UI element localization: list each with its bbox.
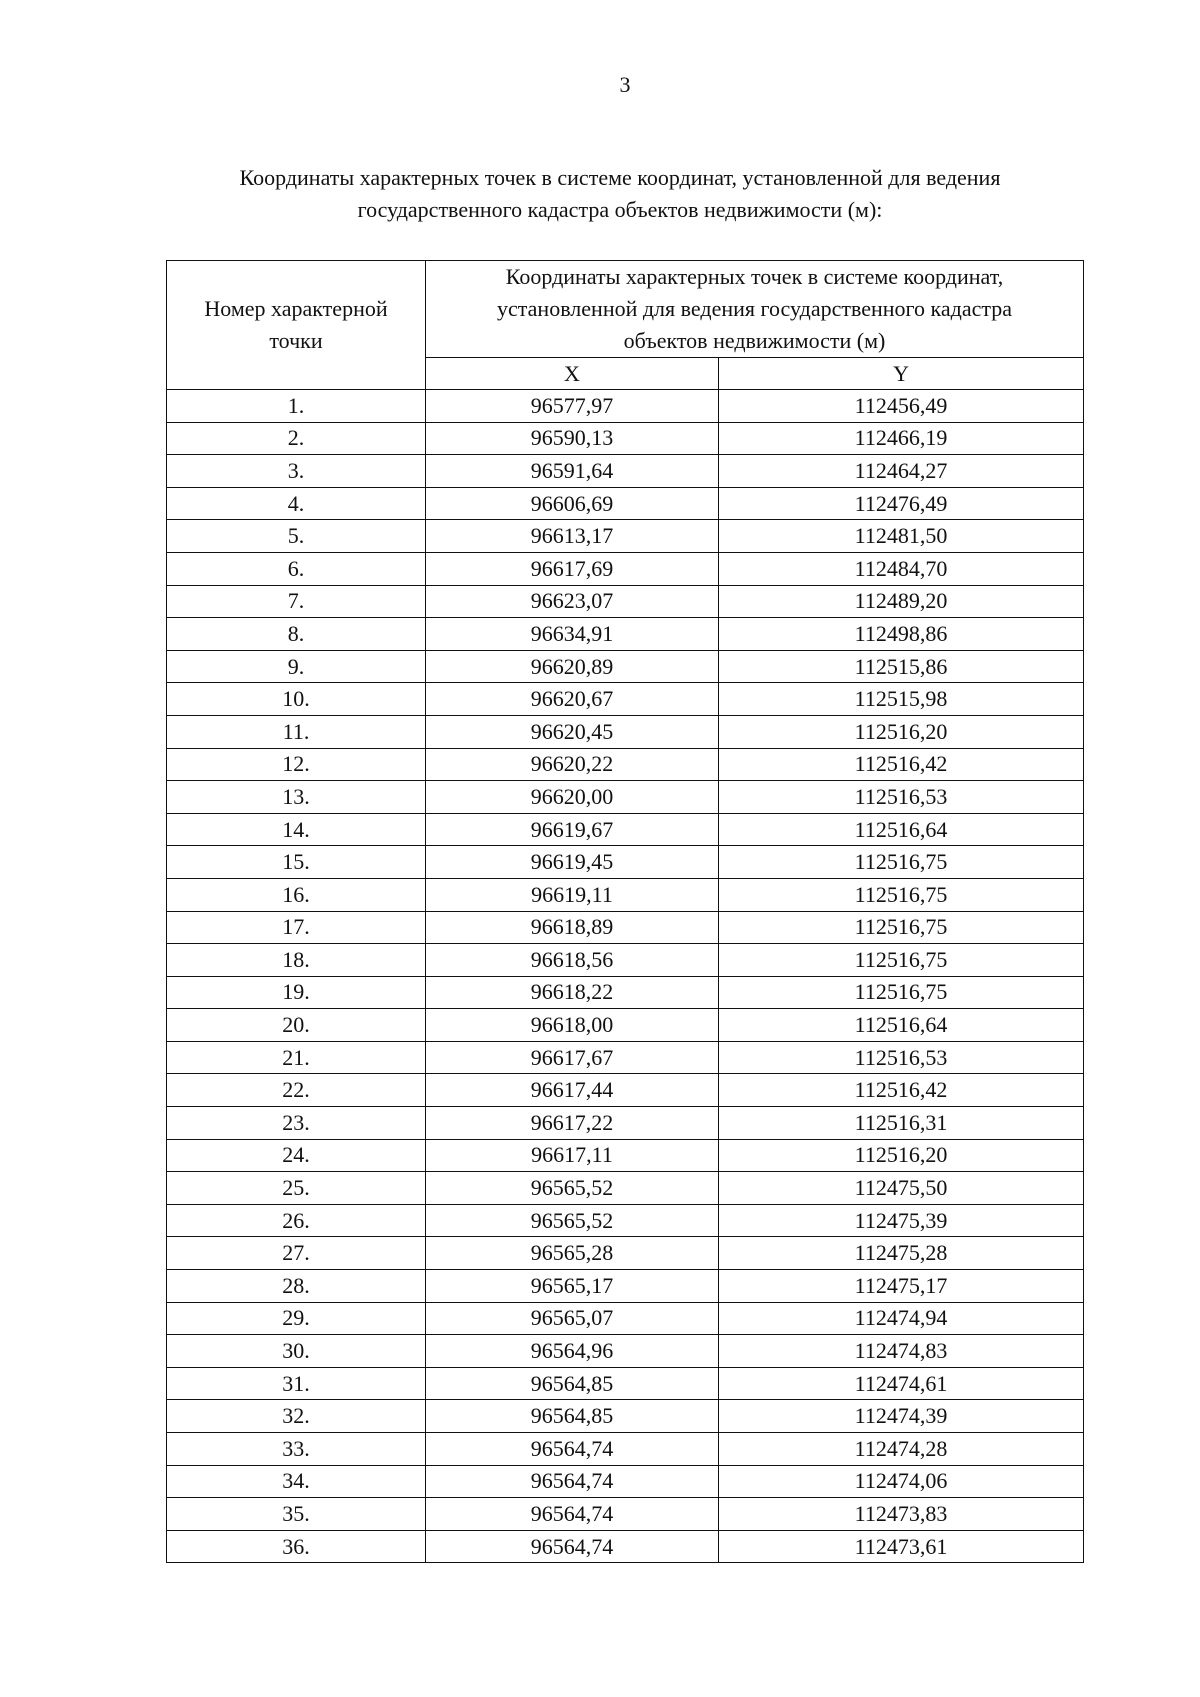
- x-coordinate-cell: 96619,45: [426, 846, 719, 879]
- table-row: [167, 1433, 1084, 1466]
- y-coordinate-cell: 112516,20: [719, 715, 1084, 748]
- x-coordinate-cell: 96620,67: [426, 683, 719, 716]
- point-number-cell: 14.: [167, 813, 426, 846]
- point-number-cell: 5.: [167, 520, 426, 553]
- table-row: [167, 1367, 1084, 1400]
- table-row: [167, 878, 1084, 911]
- table-body: [167, 390, 1084, 1563]
- table-row: [167, 1237, 1084, 1270]
- header-coords-line: установленной для ведения государственного кадастра: [497, 296, 1012, 321]
- y-coordinate-cell: 112475,50: [719, 1172, 1084, 1205]
- x-coordinate-cell: 96620,89: [426, 650, 719, 683]
- y-coordinate-cell: 112464,27: [719, 455, 1084, 488]
- table-row: [167, 1400, 1084, 1433]
- point-number-cell: 9.: [167, 650, 426, 683]
- table-header: [167, 261, 1084, 390]
- header-coordinates: [426, 261, 1084, 358]
- point-number-cell: 16.: [167, 878, 426, 911]
- point-number-cell: 33.: [167, 1433, 426, 1466]
- header-x: X: [426, 358, 719, 390]
- y-coordinate-cell: 112456,49: [719, 390, 1084, 423]
- y-coordinate-cell: 112516,20: [719, 1139, 1084, 1172]
- point-number-cell: 7.: [167, 585, 426, 618]
- table-row: [167, 1107, 1084, 1140]
- point-number-cell: 25.: [167, 1172, 426, 1205]
- point-number-cell: 23.: [167, 1107, 426, 1140]
- y-coordinate-cell: 112516,64: [719, 813, 1084, 846]
- x-coordinate-cell: 96617,69: [426, 552, 719, 585]
- x-coordinate-cell: 96565,07: [426, 1302, 719, 1335]
- point-number-cell: 34.: [167, 1465, 426, 1498]
- header-point-line: точки: [269, 328, 323, 353]
- table-row: [167, 520, 1084, 553]
- point-number-cell: 35.: [167, 1498, 426, 1531]
- heading-line: Координаты характерных точек в системе координат, установленной для ведения: [239, 165, 1001, 190]
- page-number: 3: [619, 72, 631, 97]
- header-y: Y: [719, 358, 1084, 390]
- y-coordinate-cell: 112516,75: [719, 878, 1084, 911]
- header-point-line: Номер характерной: [204, 296, 388, 321]
- table-row: [167, 944, 1084, 977]
- y-coordinate-cell: 112474,06: [719, 1465, 1084, 1498]
- y-coordinate-cell: 112474,61: [719, 1367, 1084, 1400]
- x-coordinate-cell: 96618,56: [426, 944, 719, 977]
- y-coordinate-cell: 112475,39: [719, 1204, 1084, 1237]
- x-coordinate-cell: 96620,22: [426, 748, 719, 781]
- point-number-cell: 30.: [167, 1335, 426, 1368]
- point-number-cell: 28.: [167, 1270, 426, 1303]
- y-coordinate-cell: 112516,75: [719, 911, 1084, 944]
- x-coordinate-cell: 96564,85: [426, 1400, 719, 1433]
- y-coordinate-cell: 112498,86: [719, 618, 1084, 651]
- point-number-cell: 18.: [167, 944, 426, 977]
- x-coordinate-cell: 96619,67: [426, 813, 719, 846]
- table-row: [167, 1498, 1084, 1531]
- point-number-cell: 26.: [167, 1204, 426, 1237]
- y-coordinate-cell: 112515,86: [719, 650, 1084, 683]
- table-row: [167, 585, 1084, 618]
- table-row: [167, 1139, 1084, 1172]
- point-number-cell: 36.: [167, 1530, 426, 1563]
- header-point-number: [167, 261, 426, 390]
- x-coordinate-cell: 96564,74: [426, 1530, 719, 1563]
- y-coordinate-cell: 112473,83: [719, 1498, 1084, 1531]
- x-coordinate-cell: 96565,17: [426, 1270, 719, 1303]
- table-row: [167, 455, 1084, 488]
- point-number-cell: 24.: [167, 1139, 426, 1172]
- y-coordinate-cell: 112484,70: [719, 552, 1084, 585]
- y-coordinate-cell: 112474,94: [719, 1302, 1084, 1335]
- table-row: [167, 1270, 1084, 1303]
- y-coordinate-cell: 112516,53: [719, 1041, 1084, 1074]
- point-number-cell: 29.: [167, 1302, 426, 1335]
- y-coordinate-cell: 112516,42: [719, 1074, 1084, 1107]
- x-coordinate-cell: 96620,45: [426, 715, 719, 748]
- table-row: [167, 781, 1084, 814]
- point-number-cell: 31.: [167, 1367, 426, 1400]
- x-coordinate-cell: 96617,22: [426, 1107, 719, 1140]
- table-row: [167, 552, 1084, 585]
- y-coordinate-cell: 112476,49: [719, 487, 1084, 520]
- table-row: [167, 650, 1084, 683]
- point-number-cell: 13.: [167, 781, 426, 814]
- heading-line: государственного кадастра объектов недвижимости (м):: [357, 197, 883, 222]
- table-row: [167, 487, 1084, 520]
- point-number-cell: 8.: [167, 618, 426, 651]
- point-number-cell: 20.: [167, 1009, 426, 1042]
- y-coordinate-cell: 112516,75: [719, 976, 1084, 1009]
- coordinates-table: [166, 260, 1084, 1563]
- point-number-cell: 22.: [167, 1074, 426, 1107]
- table-row: [167, 748, 1084, 781]
- table-row: [167, 1530, 1084, 1563]
- point-number-cell: 21.: [167, 1041, 426, 1074]
- table-row: [167, 1009, 1084, 1042]
- table-row: [167, 813, 1084, 846]
- table-row: [167, 390, 1084, 423]
- header-coords-line: объектов недвижимости (м): [623, 328, 886, 353]
- point-number-cell: 32.: [167, 1400, 426, 1433]
- point-number-cell: 1.: [167, 390, 426, 423]
- y-coordinate-cell: 112475,17: [719, 1270, 1084, 1303]
- table-row: [167, 715, 1084, 748]
- table-row: [167, 1204, 1084, 1237]
- x-coordinate-cell: 96606,69: [426, 487, 719, 520]
- table-row: [167, 976, 1084, 1009]
- point-number-cell: 19.: [167, 976, 426, 1009]
- y-coordinate-cell: 112475,28: [719, 1237, 1084, 1270]
- point-number-cell: 3.: [167, 455, 426, 488]
- point-number-cell: 2.: [167, 422, 426, 455]
- point-number-cell: 27.: [167, 1237, 426, 1270]
- y-coordinate-cell: 112481,50: [719, 520, 1084, 553]
- y-coordinate-cell: 112516,42: [719, 748, 1084, 781]
- header-coords-line: Координаты характерных точек в системе координат,: [505, 264, 1004, 289]
- table-row: [167, 683, 1084, 716]
- x-coordinate-cell: 96564,74: [426, 1433, 719, 1466]
- point-number-cell: 11.: [167, 715, 426, 748]
- table-row: [167, 1335, 1084, 1368]
- table-row: [167, 846, 1084, 879]
- x-coordinate-cell: 96564,85: [426, 1367, 719, 1400]
- x-coordinate-cell: 96623,07: [426, 585, 719, 618]
- x-coordinate-cell: 96617,44: [426, 1074, 719, 1107]
- x-coordinate-cell: 96618,89: [426, 911, 719, 944]
- y-coordinate-cell: 112516,75: [719, 846, 1084, 879]
- table-row: [167, 1302, 1084, 1335]
- x-coordinate-cell: 96619,11: [426, 878, 719, 911]
- point-number-cell: 10.: [167, 683, 426, 716]
- x-coordinate-cell: 96577,97: [426, 390, 719, 423]
- table-row: [167, 422, 1084, 455]
- point-number-cell: 12.: [167, 748, 426, 781]
- y-coordinate-cell: 112474,28: [719, 1433, 1084, 1466]
- table-row: [167, 1465, 1084, 1498]
- point-number-cell: 4.: [167, 487, 426, 520]
- y-coordinate-cell: 112515,98: [719, 683, 1084, 716]
- point-number-cell: 15.: [167, 846, 426, 879]
- y-coordinate-cell: 112474,83: [719, 1335, 1084, 1368]
- y-coordinate-cell: 112489,20: [719, 585, 1084, 618]
- x-coordinate-cell: 96565,52: [426, 1172, 719, 1205]
- x-coordinate-cell: 96564,74: [426, 1498, 719, 1531]
- y-coordinate-cell: 112516,75: [719, 944, 1084, 977]
- y-coordinate-cell: 112516,64: [719, 1009, 1084, 1042]
- x-coordinate-cell: 96618,00: [426, 1009, 719, 1042]
- x-coordinate-cell: 96617,67: [426, 1041, 719, 1074]
- x-coordinate-cell: 96565,28: [426, 1237, 719, 1270]
- x-coordinate-cell: 96620,00: [426, 781, 719, 814]
- x-coordinate-cell: 96565,52: [426, 1204, 719, 1237]
- table-row: [167, 1041, 1084, 1074]
- x-coordinate-cell: 96617,11: [426, 1139, 719, 1172]
- x-coordinate-cell: 96634,91: [426, 618, 719, 651]
- x-coordinate-cell: 96590,13: [426, 422, 719, 455]
- x-coordinate-cell: 96564,96: [426, 1335, 719, 1368]
- y-coordinate-cell: 112466,19: [719, 422, 1084, 455]
- point-number-cell: 17.: [167, 911, 426, 944]
- table-row: [167, 1074, 1084, 1107]
- x-coordinate-cell: 96591,64: [426, 455, 719, 488]
- y-coordinate-cell: 112516,31: [719, 1107, 1084, 1140]
- y-coordinate-cell: 112473,61: [719, 1530, 1084, 1563]
- document-heading: [165, 162, 1075, 226]
- y-coordinate-cell: 112516,53: [719, 781, 1084, 814]
- y-coordinate-cell: 112474,39: [719, 1400, 1084, 1433]
- x-coordinate-cell: 96618,22: [426, 976, 719, 1009]
- x-coordinate-cell: 96564,74: [426, 1465, 719, 1498]
- table-row: [167, 1172, 1084, 1205]
- table-row: [167, 911, 1084, 944]
- table-row: [167, 618, 1084, 651]
- point-number-cell: 6.: [167, 552, 426, 585]
- x-coordinate-cell: 96613,17: [426, 520, 719, 553]
